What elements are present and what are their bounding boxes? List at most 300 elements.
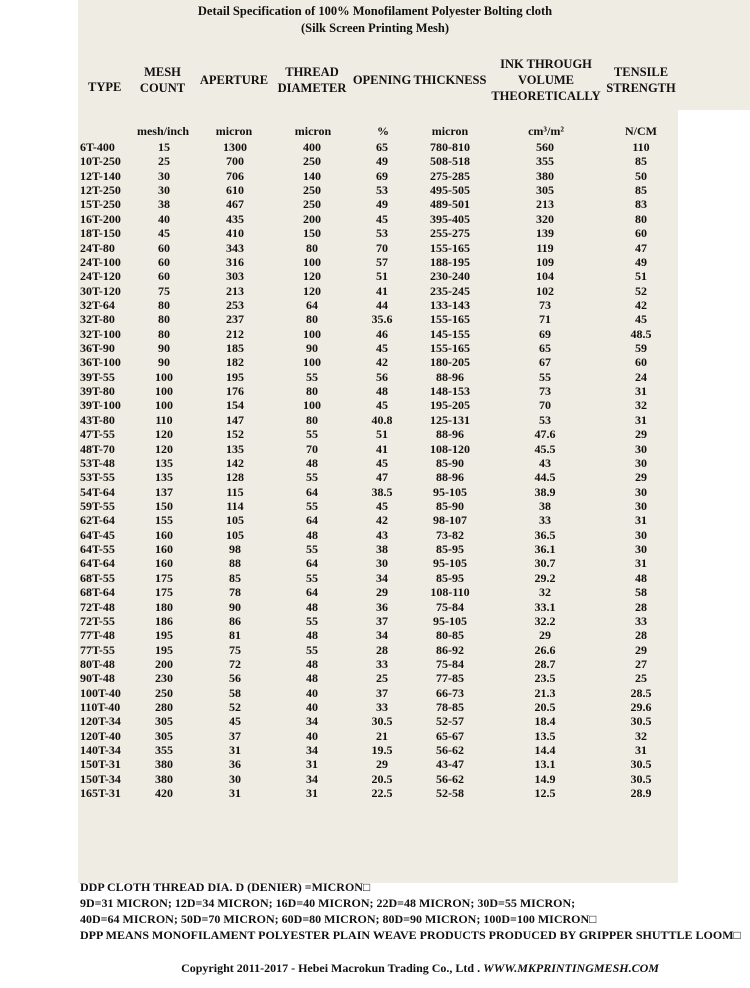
- website-link[interactable]: WWW.MKPRINTINGMESH.COM: [483, 961, 659, 975]
- cell-thickness: 95-105: [433, 556, 467, 571]
- cell-opening: 40.8: [371, 412, 393, 427]
- cell-mesh-count: 80: [158, 312, 170, 327]
- cell-mesh-count: 160: [155, 527, 173, 542]
- cell-tensile-strength: 42: [635, 297, 647, 312]
- cell-ink-volume: 139: [536, 226, 554, 241]
- cell-opening: 45: [376, 341, 388, 356]
- cell-opening: 33: [376, 656, 388, 671]
- cell-ink-volume: 73: [539, 384, 551, 399]
- cell-aperture: 52: [229, 700, 241, 715]
- cell-type: 16T-200: [80, 211, 121, 226]
- cell-type: 54T-64: [80, 484, 115, 499]
- cell-opening: 35.6: [371, 312, 393, 327]
- cell-aperture: 98: [229, 542, 241, 557]
- cell-thickness: 75-84: [436, 599, 464, 614]
- cell-thickness: 95-105: [433, 613, 467, 628]
- cell-ink-volume: 21.3: [534, 685, 556, 700]
- header-aperture: APERTURE: [199, 73, 269, 87]
- cell-mesh-count: 80: [158, 297, 170, 312]
- cell-ink-volume: 18.4: [534, 714, 556, 729]
- cell-thickness: 80-85: [436, 628, 464, 643]
- table-row: [80, 686, 680, 700]
- cell-thread-diameter: 34: [306, 714, 318, 729]
- cell-aperture: 90: [229, 599, 241, 614]
- cell-opening: 37: [376, 685, 388, 700]
- cell-ink-volume: 73: [539, 297, 551, 312]
- cell-thickness: 52-58: [436, 786, 464, 801]
- cell-opening: 25: [376, 671, 388, 686]
- unit-tensile-strength: N/CM: [625, 124, 657, 138]
- cell-type: 68T-55: [80, 570, 115, 585]
- cell-opening: 30: [376, 556, 388, 571]
- cell-mesh-count: 120: [155, 441, 173, 456]
- table-row: [80, 786, 680, 800]
- cell-mesh-count: 160: [155, 542, 173, 557]
- cell-thickness: 65-67: [436, 728, 464, 743]
- cell-thickness: 145-155: [430, 326, 470, 341]
- cell-thread-diameter: 100: [303, 355, 321, 370]
- table-row: [80, 614, 680, 628]
- cell-thread-diameter: 80: [306, 312, 318, 327]
- cell-mesh-count: 230: [155, 671, 173, 686]
- cell-type: 32T-80: [80, 312, 115, 327]
- cell-type: 24T-80: [80, 240, 115, 255]
- cell-mesh-count: 195: [155, 628, 173, 643]
- cell-tensile-strength: 31: [635, 384, 647, 399]
- cell-aperture: 253: [226, 297, 244, 312]
- cell-opening: 57: [376, 254, 388, 269]
- cell-mesh-count: 180: [155, 599, 173, 614]
- cell-mesh-count: 60: [158, 240, 170, 255]
- cell-thread-diameter: 64: [306, 484, 318, 499]
- cell-ink-volume: 29.2: [534, 570, 556, 585]
- cell-ink-volume: 53: [539, 412, 551, 427]
- cell-thickness: 155-165: [430, 341, 470, 356]
- cell-mesh-count: 135: [155, 470, 173, 485]
- cell-opening: 48: [376, 384, 388, 399]
- cell-opening: 46: [376, 326, 388, 341]
- cell-mesh-count: 25: [158, 154, 170, 169]
- cell-type: 62T-64: [80, 513, 115, 528]
- cell-mesh-count: 60: [158, 254, 170, 269]
- copyright-text: Copyright 2011-2017 - Hebei Macrokun Trading Co., Ltd .: [181, 961, 484, 975]
- cell-thickness: 489-501: [430, 197, 470, 212]
- cell-tensile-strength: 28: [635, 628, 647, 643]
- cell-thickness: 195-205: [430, 398, 470, 413]
- cell-type: 68T-64: [80, 585, 115, 600]
- cell-opening: 49: [376, 154, 388, 169]
- table-row: [80, 456, 680, 470]
- cell-opening: 69: [376, 168, 388, 183]
- cell-opening: 43: [376, 527, 388, 542]
- cell-thickness: 235-245: [430, 283, 470, 298]
- cell-mesh-count: 380: [155, 757, 173, 772]
- cell-aperture: 1300: [223, 140, 247, 154]
- cell-ink-volume: 20.5: [534, 700, 556, 715]
- cell-opening: 38.5: [371, 484, 393, 499]
- table-row: [80, 341, 680, 355]
- cell-aperture: 142: [226, 455, 244, 470]
- cell-aperture: 88: [229, 556, 241, 571]
- cell-tensile-strength: 48.5: [630, 326, 652, 341]
- cell-ink-volume: 13.1: [534, 757, 556, 772]
- cell-thickness: 125-131: [430, 412, 470, 427]
- cell-thread-diameter: 120: [303, 269, 321, 284]
- table-row: [80, 370, 680, 384]
- cell-ink-volume: 305: [536, 183, 554, 198]
- cell-thickness: 133-143: [430, 297, 470, 312]
- cell-ink-volume: 33.1: [534, 599, 556, 614]
- cell-ink-volume: 13.5: [534, 728, 556, 743]
- cell-thread-diameter: 64: [306, 585, 318, 600]
- cell-aperture: 37: [229, 728, 241, 743]
- cell-type: 24T-120: [80, 269, 121, 284]
- cell-tensile-strength: 29: [635, 427, 647, 442]
- cell-thickness: 148-153: [430, 384, 470, 399]
- copyright-line: [0, 961, 750, 976]
- cell-opening: 36: [376, 599, 388, 614]
- footnote-conversion-2: 40D=64 MICRON; 50D=70 MICRON; 60D=80 MICRON; 80D=90 MICRON; 100D=100 MICRON□: [80, 912, 597, 926]
- table-row: [80, 269, 680, 283]
- cell-type: 72T-55: [80, 613, 115, 628]
- cell-type: 53T-55: [80, 470, 115, 485]
- table-row: [80, 427, 680, 441]
- cell-thread-diameter: 200: [303, 211, 321, 226]
- cell-tensile-strength: 85: [635, 154, 647, 169]
- cell-thickness: 56-62: [436, 743, 464, 758]
- cell-tensile-strength: 29.6: [630, 700, 652, 715]
- cell-tensile-strength: 110: [632, 140, 650, 154]
- cell-opening: 53: [376, 226, 388, 241]
- cell-tensile-strength: 52: [635, 283, 647, 298]
- cell-thickness: 66-73: [436, 685, 464, 700]
- cell-type: 18T-150: [80, 226, 121, 241]
- table-row: [80, 212, 680, 226]
- cell-type: 165T-31: [80, 786, 121, 801]
- table-row: [80, 743, 680, 757]
- table-row: [80, 485, 680, 499]
- cell-opening: 45: [376, 398, 388, 413]
- cell-type: 39T-100: [80, 398, 121, 413]
- cell-opening: 38: [376, 542, 388, 557]
- cell-aperture: 467: [226, 197, 244, 212]
- spec-table-body: [80, 140, 680, 801]
- cell-opening: 41: [376, 441, 388, 456]
- cell-aperture: 185: [226, 341, 244, 356]
- cell-aperture: 147: [226, 412, 244, 427]
- cell-type: 120T-34: [80, 714, 121, 729]
- cell-aperture: 115: [226, 484, 244, 499]
- cell-tensile-strength: 29: [635, 470, 647, 485]
- cell-ink-volume: 70: [539, 398, 551, 413]
- table-row: [80, 772, 680, 786]
- cell-thread-diameter: 31: [306, 757, 318, 772]
- cell-tensile-strength: 28: [635, 599, 647, 614]
- cell-thread-diameter: 140: [303, 168, 321, 183]
- cell-mesh-count: 100: [155, 398, 173, 413]
- cell-aperture: 78: [229, 585, 241, 600]
- cell-mesh-count: 305: [155, 714, 173, 729]
- cell-mesh-count: 40: [158, 211, 170, 226]
- cell-type: 77T-55: [80, 642, 115, 657]
- cell-ink-volume: 36.1: [534, 542, 556, 557]
- table-row: [80, 413, 680, 427]
- cell-thread-diameter: 48: [306, 599, 318, 614]
- cell-thread-diameter: 48: [306, 656, 318, 671]
- cell-aperture: 213: [226, 283, 244, 298]
- cell-aperture: 31: [229, 743, 241, 758]
- cell-type: 64T-64: [80, 556, 115, 571]
- footnote-conversion-1: 9D=31 MICRON; 12D=34 MICRON; 16D=40 MICRON; 22D=48 MICRON; 30D=55 MICRON;: [80, 896, 576, 910]
- cell-opening: 45: [376, 211, 388, 226]
- cell-opening: 19.5: [371, 743, 393, 758]
- cell-mesh-count: 15: [158, 140, 170, 154]
- cell-aperture: 195: [226, 369, 244, 384]
- cell-thread-diameter: 48: [306, 527, 318, 542]
- cell-thickness: 495-505: [430, 183, 470, 198]
- cell-ink-volume: 14.9: [534, 771, 556, 786]
- cell-thickness: 275-285: [430, 168, 470, 183]
- table-row: [80, 499, 680, 513]
- cell-thickness: 180-205: [430, 355, 470, 370]
- cell-thickness: 155-165: [430, 240, 470, 255]
- table-row: [80, 169, 680, 183]
- cell-thread-diameter: 120: [303, 283, 321, 298]
- cell-aperture: 75: [229, 642, 241, 657]
- cell-type: 32T-64: [80, 297, 115, 312]
- cell-ink-volume: 71: [539, 312, 551, 327]
- cell-thickness: 88-96: [436, 427, 464, 442]
- cell-opening: 42: [376, 355, 388, 370]
- cell-tensile-strength: 32: [635, 398, 647, 413]
- cell-mesh-count: 45: [158, 226, 170, 241]
- header-mesh-count: MESH COUNT: [139, 65, 186, 95]
- cell-thread-diameter: 80: [306, 240, 318, 255]
- cell-thickness: 85-95: [436, 570, 464, 585]
- cell-aperture: 56: [229, 671, 241, 686]
- cell-tensile-strength: 33: [635, 613, 647, 628]
- cell-thread-diameter: 55: [306, 613, 318, 628]
- cell-aperture: 316: [226, 254, 244, 269]
- cell-tensile-strength: 47: [635, 240, 647, 255]
- cell-thread-diameter: 34: [306, 743, 318, 758]
- cell-ink-volume: 23.5: [534, 671, 556, 686]
- footnote-dpp: DPP MEANS MONOFILAMENT POLYESTER PLAIN WEAVE PRODUCTS PRODUCED BY GRIPPER SHUTTLE LOOM□: [80, 928, 741, 942]
- cell-type: 120T-40: [80, 728, 121, 743]
- cell-thread-diameter: 55: [306, 498, 318, 513]
- cell-ink-volume: 32.2: [534, 613, 556, 628]
- table-row: [80, 442, 680, 456]
- table-row: [80, 327, 680, 341]
- cell-ink-volume: 45.5: [534, 441, 556, 456]
- cell-thickness: 73-82: [436, 527, 464, 542]
- cell-aperture: 45: [229, 714, 241, 729]
- header-type: TYPE: [88, 80, 122, 94]
- cell-tensile-strength: 31: [635, 743, 647, 758]
- cell-opening: 44: [376, 297, 388, 312]
- cell-tensile-strength: 60: [635, 355, 647, 370]
- cell-mesh-count: 305: [155, 728, 173, 743]
- cell-mesh-count: 155: [155, 513, 173, 528]
- table-row: [80, 528, 680, 542]
- cell-opening: 49: [376, 197, 388, 212]
- table-row: [80, 571, 680, 585]
- cell-mesh-count: 420: [155, 786, 173, 801]
- cell-aperture: 58: [229, 685, 241, 700]
- cell-tensile-strength: 58: [635, 585, 647, 600]
- table-row: [80, 226, 680, 240]
- cell-opening: 33: [376, 700, 388, 715]
- cell-ink-volume: 32: [539, 585, 551, 600]
- table-row: [80, 600, 680, 614]
- cell-aperture: 303: [226, 269, 244, 284]
- cell-thread-diameter: 80: [306, 412, 318, 427]
- cell-aperture: 700: [226, 154, 244, 169]
- unit-thickness: micron: [431, 124, 469, 138]
- cell-type: 150T-31: [80, 757, 121, 772]
- cell-tensile-strength: 30: [635, 484, 647, 499]
- table-row: [80, 714, 680, 728]
- cell-aperture: 237: [226, 312, 244, 327]
- cell-mesh-count: 120: [155, 427, 173, 442]
- cell-thread-diameter: 80: [306, 384, 318, 399]
- cell-thickness: 77-85: [436, 671, 464, 686]
- document-title: Detail Specification of 100% Monofilament Polyester Bolting cloth: [197, 4, 553, 18]
- cell-tensile-strength: 30: [635, 498, 647, 513]
- cell-aperture: 81: [229, 628, 241, 643]
- cell-mesh-count: 90: [158, 341, 170, 356]
- cell-thread-diameter: 31: [306, 786, 318, 801]
- cell-tensile-strength: 29: [635, 642, 647, 657]
- cell-thread-diameter: 150: [303, 226, 321, 241]
- table-row: [80, 628, 680, 642]
- cell-aperture: 435: [226, 211, 244, 226]
- cell-thread-diameter: 100: [303, 254, 321, 269]
- cell-type: 150T-34: [80, 771, 121, 786]
- cell-mesh-count: 100: [155, 384, 173, 399]
- cell-ink-volume: 36.5: [534, 527, 556, 542]
- cell-thread-diameter: 40: [306, 685, 318, 700]
- cell-thickness: 78-85: [436, 700, 464, 715]
- cell-tensile-strength: 30: [635, 542, 647, 557]
- cell-opening: 45: [376, 455, 388, 470]
- cell-ink-volume: 33: [539, 513, 551, 528]
- cell-aperture: 30: [229, 771, 241, 786]
- cell-tensile-strength: 31: [635, 556, 647, 571]
- cell-thickness: 508-518: [430, 154, 470, 169]
- table-row: [80, 542, 680, 556]
- cell-thickness: 85-90: [436, 455, 464, 470]
- cell-ink-volume: 380: [536, 168, 554, 183]
- cell-opening: 21: [376, 728, 388, 743]
- cell-thread-diameter: 34: [306, 771, 318, 786]
- cell-type: 64T-45: [80, 527, 115, 542]
- cell-type: 12T-250: [80, 183, 121, 198]
- cell-thickness: 230-240: [430, 269, 470, 284]
- cell-opening: 37: [376, 613, 388, 628]
- cell-mesh-count: 30: [158, 183, 170, 198]
- cell-thread-diameter: 48: [306, 628, 318, 643]
- cell-mesh-count: 175: [155, 570, 173, 585]
- table-row: [80, 255, 680, 269]
- cell-aperture: 182: [226, 355, 244, 370]
- table-row: [80, 657, 680, 671]
- cell-opening: 47: [376, 470, 388, 485]
- cell-mesh-count: 280: [155, 700, 173, 715]
- cell-ink-volume: 12.5: [534, 786, 556, 801]
- cell-thread-diameter: 250: [303, 154, 321, 169]
- table-row: [80, 298, 680, 312]
- cell-tensile-strength: 28.9: [630, 786, 652, 801]
- cell-thread-diameter: 90: [306, 341, 318, 356]
- cell-opening: 70: [376, 240, 388, 255]
- table-row: [80, 643, 680, 657]
- cell-thread-diameter: 250: [303, 197, 321, 212]
- cell-ink-volume: 26.6: [534, 642, 556, 657]
- unit-thread-diameter: micron: [294, 124, 332, 138]
- table-row: [80, 700, 680, 714]
- cell-ink-volume: 109: [536, 254, 554, 269]
- cell-ink-volume: 560: [536, 140, 554, 154]
- table-row: [80, 312, 680, 326]
- cell-tensile-strength: 59: [635, 341, 647, 356]
- cell-type: 30T-120: [80, 283, 121, 298]
- table-row: [80, 154, 680, 168]
- cell-thickness: 85-95: [436, 542, 464, 557]
- cell-aperture: 85: [229, 570, 241, 585]
- cell-mesh-count: 110: [155, 412, 173, 427]
- cell-thread-diameter: 64: [306, 297, 318, 312]
- cell-mesh-count: 200: [155, 656, 173, 671]
- cell-ink-volume: 69: [539, 326, 551, 341]
- cell-aperture: 114: [226, 498, 244, 513]
- unit-ink-volume: cm³/m²: [528, 124, 564, 138]
- table-row: [80, 757, 680, 771]
- cell-ink-volume: 55: [539, 369, 551, 384]
- cell-thickness: 780-810: [430, 140, 470, 154]
- cell-tensile-strength: 60: [635, 226, 647, 241]
- cell-tensile-strength: 31: [635, 513, 647, 528]
- cell-opening: 42: [376, 513, 388, 528]
- cell-ink-volume: 30.7: [534, 556, 556, 571]
- cell-thread-diameter: 64: [306, 556, 318, 571]
- cell-opening: 51: [376, 427, 388, 442]
- cell-tensile-strength: 50: [635, 168, 647, 183]
- cell-opening: 53: [376, 183, 388, 198]
- cell-mesh-count: 186: [155, 613, 173, 628]
- cell-ink-volume: 104: [536, 269, 554, 284]
- cell-aperture: 31: [229, 786, 241, 801]
- cell-type: 15T-250: [80, 197, 121, 212]
- cell-mesh-count: 80: [158, 326, 170, 341]
- cell-tensile-strength: 83: [635, 197, 647, 212]
- table-row: [80, 140, 680, 154]
- cell-type: 36T-90: [80, 341, 115, 356]
- cell-aperture: 212: [226, 326, 244, 341]
- cell-thread-diameter: 250: [303, 183, 321, 198]
- cell-type: 47T-55: [80, 427, 115, 442]
- cell-thread-diameter: 55: [306, 642, 318, 657]
- cell-tensile-strength: 30.5: [630, 714, 652, 729]
- cell-tensile-strength: 30.5: [630, 771, 652, 786]
- cell-thickness: 395-405: [430, 211, 470, 226]
- table-row: [80, 197, 680, 211]
- cell-type: 48T-70: [80, 441, 115, 456]
- table-row: [80, 384, 680, 398]
- cell-thread-diameter: 100: [303, 398, 321, 413]
- cell-aperture: 152: [226, 427, 244, 442]
- cell-aperture: 706: [226, 168, 244, 183]
